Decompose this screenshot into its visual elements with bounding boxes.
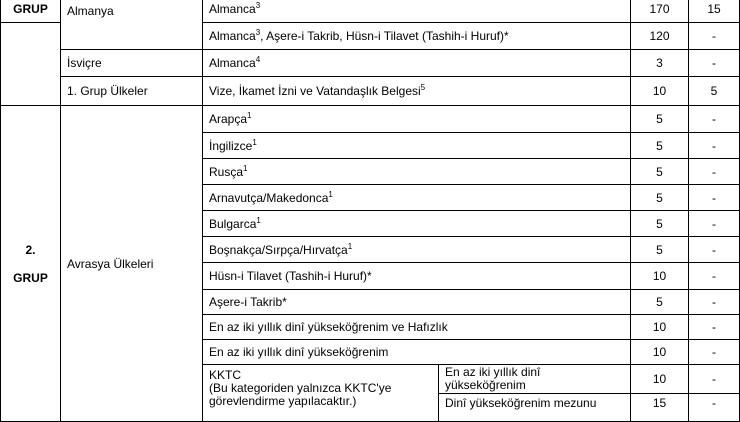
subject-cell: Boşnakça/Sırpça/Hırvatça$^1$ [203,237,631,263]
quota-cell: - [689,185,740,211]
table-row [1,50,740,77]
quota-cell: 5 [631,133,689,159]
table-row [1,0,740,23]
region-switzerland: İsviçre [61,50,203,77]
quota-cell: 10 [631,77,689,106]
subject-cell: Almanca$^3$ [203,0,631,23]
group-2-label: 2. GRUP [1,106,61,422]
subject-cell: Rusça$^1$ [203,159,631,185]
group-1-continuation [1,23,61,106]
subject-cell: Bulgarca$^1$ [203,211,631,237]
quota-cell: 5 [631,185,689,211]
quota-cell: 5 [631,211,689,237]
subject-cell: Almanca$^4$ [203,50,631,77]
quota-cell: - [689,23,740,50]
quota-cell: - [689,159,740,185]
quota-cell: 5 [689,77,740,106]
quota-cell: - [689,290,740,315]
subject-cell: Arapça$^1$ [203,106,631,133]
quota-cell: 120 [631,23,689,50]
quota-cell: - [689,133,740,159]
quota-cell: - [689,50,740,77]
quota-cell: - [689,394,740,422]
table-row [1,106,740,133]
subject-cell: Arnavutça/Makedonca$^1$ [203,185,631,211]
region-group1-countries: 1. Grup Ülkeler [61,77,203,106]
table-row [1,77,740,106]
quota-cell: 5 [631,106,689,133]
kktc-name: KKTC [209,368,242,382]
quota-cell: 10 [631,365,689,394]
subject-cell: En az iki yıllık dinî yükseköğrenim ve Hafızlık [203,315,631,340]
quota-cell: 3 [631,50,689,77]
quota-cell: 5 [631,290,689,315]
quota-cell: 170 [631,0,689,23]
subject-cell: Aşere-i Takrib* [203,290,631,315]
quota-cell: 10 [631,263,689,290]
subject-cell: Dinî yükseköğrenim mezunu [439,394,631,422]
subject-cell: En az iki yıllık dinî yükseköğrenim [203,340,631,365]
quota-cell: - [689,211,740,237]
region-germany: Almanya [61,0,203,50]
subject-cell: En az iki yıllık dinî yükseköğrenim [439,365,631,394]
quota-cell: 15 [631,394,689,422]
subject-cell: Hüsn-i Tilavet (Tashih-i Huruf)* [203,263,631,290]
kktc-note-line2: görevlendirme yapılacaktır.) [209,394,357,408]
subject-cell: İngilizce$^1$ [203,133,631,159]
kktc-note-line1: (Bu kategoriden yalnızca KKTC'ye [209,381,392,395]
quota-cell: - [689,263,740,290]
quota-cell: 5 [631,237,689,263]
quota-cell: - [689,365,740,394]
subject-cell: Vize, İkamet İzni ve Vatandaşlık Belgesi$^5$ [203,77,631,106]
quota-cell: 15 [689,0,740,23]
quota-cell: - [689,106,740,133]
region-eurasia: Avrasya Ülkeleri [61,106,203,422]
quota-cell: - [689,340,740,365]
quota-cell: - [689,237,740,263]
quota-cell: 5 [631,159,689,185]
quota-cell: - [689,315,740,340]
quota-cell: 10 [631,315,689,340]
quota-cell: 10 [631,340,689,365]
group-1-label: GRUP [1,0,61,23]
subject-cell: Almanca$^3$, Aşere-i Takrib, Hüsn-i Tilavet (Tashih-i Huruf)* [203,23,631,50]
region-kktc [203,365,439,422]
